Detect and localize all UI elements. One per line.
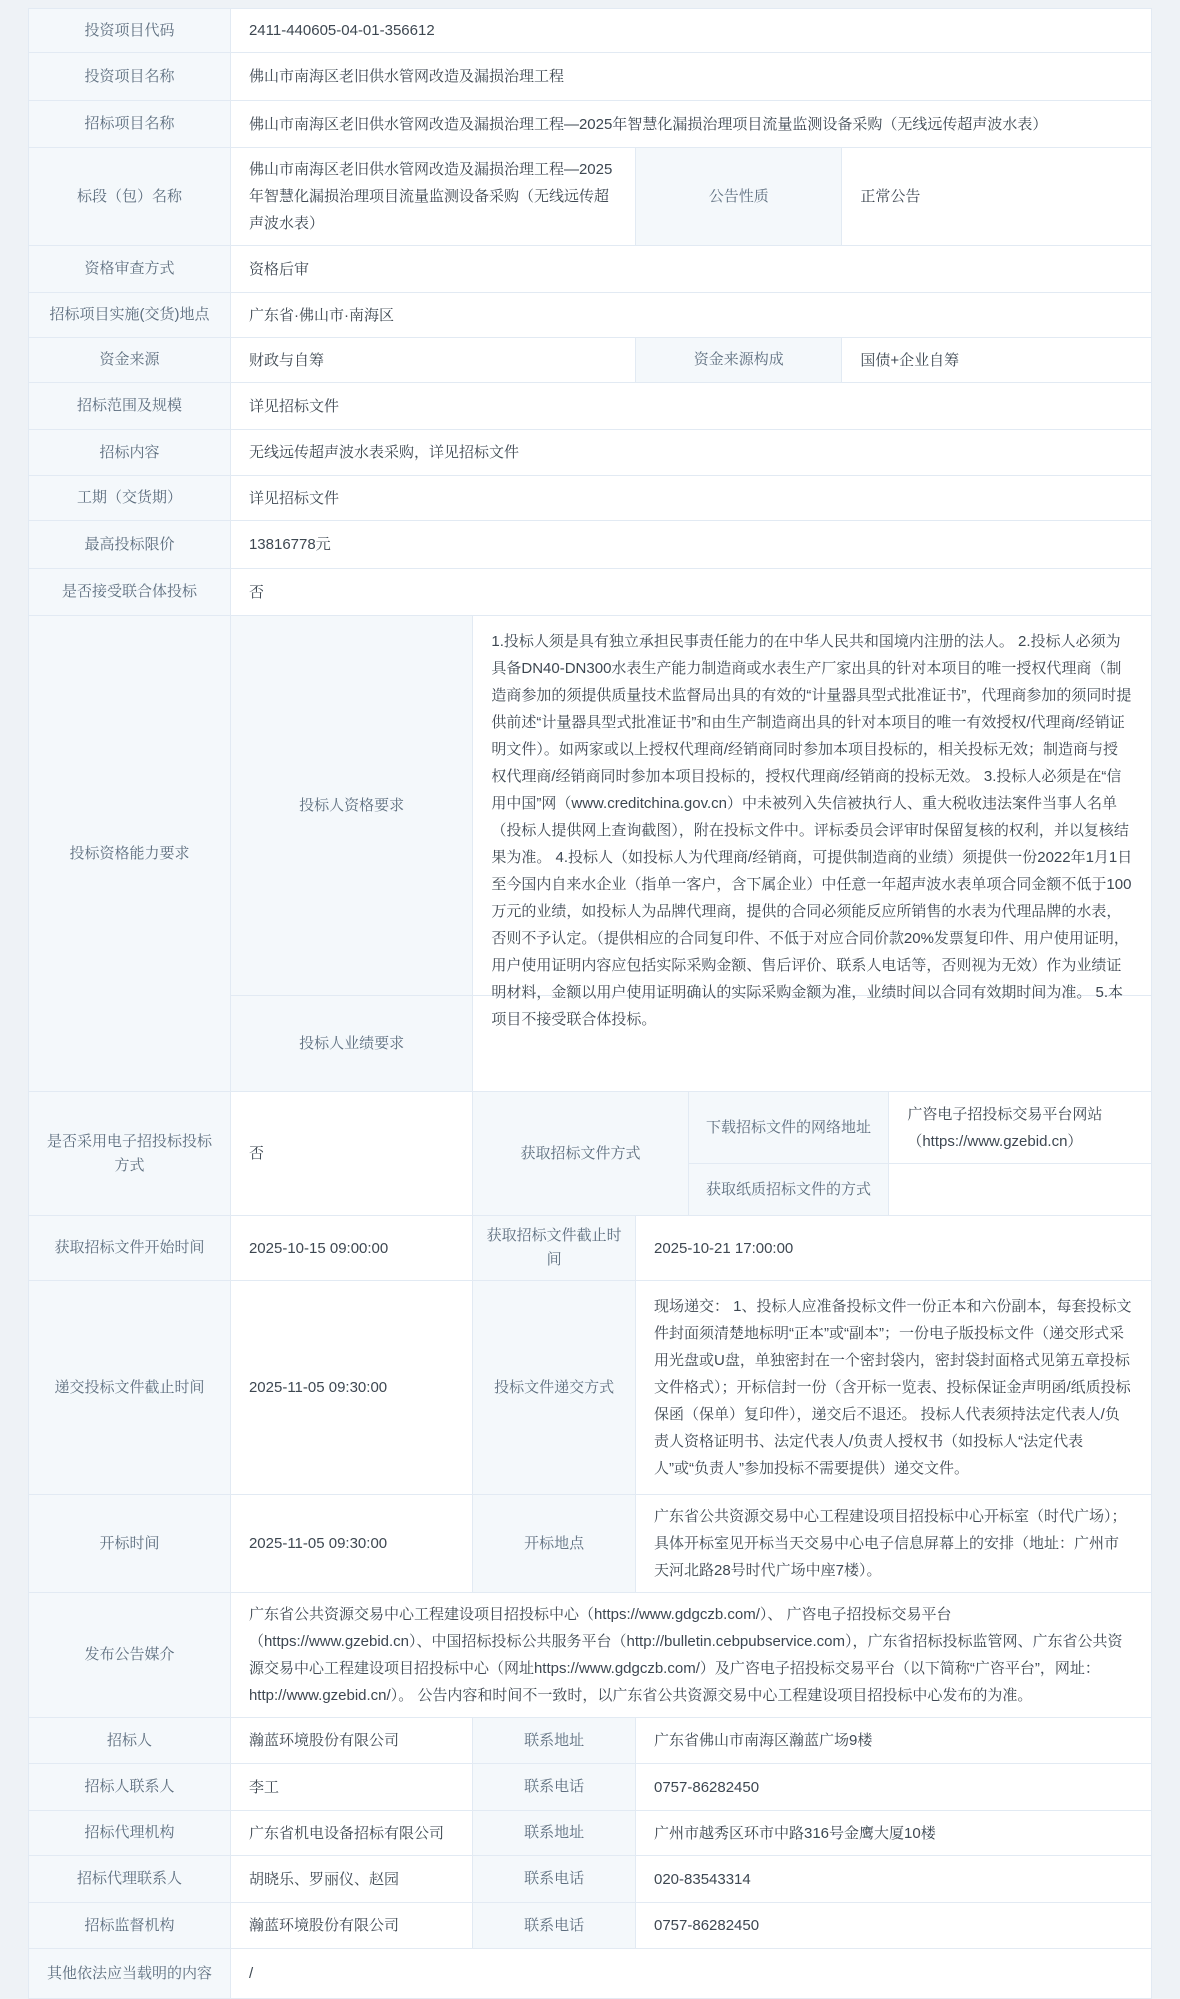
supervision-value: 瀚蓝环境股份有限公司	[231, 1903, 473, 1948]
table-row	[29, 521, 1151, 569]
table-row	[29, 1216, 1151, 1281]
download-address-value: 广咨电子招投标交易平台网站（https://www.gzebid.cn）	[907, 1105, 1103, 1150]
obtain-end-value: 2025-10-21 17:00:00	[653, 1239, 794, 1257]
e-bidding-value: 否	[231, 1092, 473, 1215]
fund-composition-value: 国债+企业自筹	[860, 351, 960, 369]
agency-phone-value: 020-83543314	[653, 1870, 751, 1888]
opening-time-value: 2025-11-05 09:30:00	[231, 1495, 473, 1592]
table-row	[29, 9, 1151, 53]
agency-value: 广东省机电设备招标有限公司	[231, 1811, 473, 1855]
table-row	[29, 1281, 1151, 1495]
submission-method-value: 现场递交： 1、投标人应准备投标文件一份正本和六份副本，每套投标文件封面须清楚地标明“正本”或“副本”；一份电子版投标文件（递交形式采用光盘或U盘，单独密封在一个密封袋内，密封袋封面格式见第五章投标文件格式）；开标信封一份（含开标一览表、投标保证金声明函/纸质投标保函（保单）复印件），递交后不退还。 投标人代表须持法定代表人/负责人资格证明书、法定代表人/负责人授权书（如投标人“法定代表人”或“负责人”参加投标不需要提供）递交文件。	[653, 1298, 1132, 1477]
other-content-label: 其他依法应当载明的内容	[29, 1949, 231, 1998]
agency-label: 招标代理机构	[29, 1811, 231, 1855]
qualification-review-label: 资格审查方式	[29, 246, 231, 292]
agency-address-value: 广州市越秀区环市中路316号金鹰大厦10楼	[653, 1824, 936, 1842]
submission-deadline-label: 递交投标文件截止时间	[29, 1281, 231, 1494]
obtain-start-value: 2025-10-15 09:00:00	[231, 1216, 473, 1280]
obtain-method-sub-table	[689, 1092, 1151, 1215]
fund-source-value: 财政与自筹	[231, 338, 636, 382]
tender-scope-value: 详见招标文件	[248, 397, 339, 415]
table-row	[29, 430, 1151, 476]
other-content-value: /	[248, 1965, 254, 1982]
table-row	[29, 1811, 1151, 1856]
table-row	[29, 53, 1151, 101]
opening-place-value: 广东省公共资源交易中心工程建设项目招投标中心开标室（时代广场）；具体开标室见开标当天交易中心电子信息屏幕上的安排（地址：广州市天河北路28号时代广场中座7楼）。	[653, 1508, 1127, 1579]
media-label: 发布公告媒介	[29, 1593, 231, 1717]
table-row	[29, 101, 1151, 148]
table-row	[29, 476, 1151, 521]
table-row	[29, 148, 1151, 246]
supervision-label: 招标监督机构	[29, 1903, 231, 1948]
table-row	[231, 616, 1151, 1028]
investment-code-value: 2411-440605-04-01-356612	[248, 22, 435, 39]
paper-method-label: 获取纸质招标文件的方式	[689, 1164, 890, 1215]
table-row	[29, 383, 1151, 430]
notice-nature-label: 公告性质	[636, 148, 842, 245]
table-row	[29, 569, 1151, 616]
max-bid-price-value: 13816778元	[248, 536, 331, 553]
opening-place-label: 开标地点	[473, 1495, 636, 1592]
bidder-qualification-text: 1.投标人须是具有独立承担民事责任能力的在中华人民共和国境内注册的法人。 2.投标人必须为具备DN40-DN300水表生产能力制造商或水表生产厂家出具的针对本项目的唯一授权代理商（制造商参加的须提供质量技术监督局出具的有效的“计量器具型式批准证书”，代理商参加的须同时提供前述“计量器具型式批准证书”和由生产制造商出具的针对本项目的唯一有效授权/代理商/经销证明文件）。如两家或以上授权代理商/经销商同时参加本项目投标的，相关投标无效；制造商与授权代理商/经销商同时参加本项目投标的，授权代理商/经销商的投标无效。 3.投标人必须是在“信用中国”网（www.creditchina.gov.cn）中未被列入失信被执行人、重大税收违法案件当事人名单（投标人提供网上查询截图），附在投标文件中。评标委员会评审时保留复核的权利，并以复核结果为准。 4.投标人（如投标人为代理商/经销商，可提供制造商的业绩）须提供一份2022年1月1日至今国内自来水企业（指单一客户，含下属企业）中任意一年超声波水表单项合同金额不低于100万元的业绩，如投标人为品牌代理商，提供的合同必须能反应所销售的水表为代理品牌的水表，否则不予认定。（提供相应的合同复印件、不低于对应合同价款20%发票复印件、用户使用证明，用户使用证明内容应包括实际采购金额、售后评价、联系人电话等，否则视为无效）作为业绩证明材料，金额以用户使用证明确认的实际采购金额为准，业绩时间以合同有效期时间为准。 5.本项目不接受联合体投标。	[491, 633, 1133, 1028]
e-bidding-row	[29, 1092, 1151, 1216]
table-row	[29, 1593, 1151, 1718]
agency-address-label: 联系地址	[473, 1811, 636, 1855]
delivery-place-label: 招标项目实施(交货)地点	[29, 293, 231, 337]
qualification-block-label: 投标资格能力要求	[29, 616, 231, 1091]
consortium-value: 否	[248, 583, 264, 601]
investment-name-label: 投资项目名称	[29, 53, 231, 100]
tenderer-address-value: 广东省佛山市南海区瀚蓝广场9楼	[653, 1732, 873, 1749]
opening-time-label: 开标时间	[29, 1495, 231, 1592]
table-row	[29, 338, 1151, 383]
table-row	[29, 1495, 1151, 1593]
table-row	[29, 1764, 1151, 1811]
tenderer-address-label: 联系地址	[473, 1718, 636, 1763]
tenderer-value: 瀚蓝环境股份有限公司	[231, 1718, 473, 1763]
delivery-place-value: 广东省·佛山市·南海区	[248, 306, 394, 324]
table-row	[231, 996, 1151, 1091]
duration-label: 工期（交货期）	[29, 476, 231, 520]
qualification-sub-table	[231, 616, 1151, 1091]
table-row	[29, 1856, 1151, 1903]
tender-content-value: 无线远传超声波水表采购，详见招标文件	[248, 444, 519, 461]
tenderer-contact-value: 李工	[231, 1764, 473, 1810]
bidder-performance-text	[473, 996, 1151, 1091]
max-bid-price-label: 最高投标限价	[29, 521, 231, 568]
supervision-phone-value: 0757-86282450	[653, 1917, 760, 1934]
tender-project-name-value: 佛山市南海区老旧供水管网改造及漏损治理工程—2025年智慧化漏损治理项目流量监测设备采购（无线远传超声波水表）	[248, 115, 1048, 133]
paper-method-value	[889, 1164, 1151, 1215]
investment-code-label: 投资项目代码	[29, 9, 231, 52]
table-row	[689, 1164, 1151, 1215]
fund-source-label: 资金来源	[29, 338, 231, 382]
table-row	[29, 1903, 1151, 1949]
tenderer-contact-label: 招标人联系人	[29, 1764, 231, 1810]
table-row	[689, 1092, 1151, 1164]
tender-project-name-label: 招标项目名称	[29, 101, 231, 147]
media-value: 广东省公共资源交易中心工程建设项目招投标中心（https://www.gdgczb.com/）、 广咨电子招投标交易平台（https://www.gzebid.cn）、中国招标投标公共服务平台（http://bulletin.cebpubservice.com），广东省招标投标监管网、广东省公共资源交易中心工程建设项目招投标中心（网址https://www.gdgczb.com/）及广咨电子招投标交易平台（以下简称“广咨平台”，网址：http://www.gzebid.cn/）。 公告内容和时间不一致时，以广东省公共资源交易中心工程建设项目招投标中心发布的为准。	[248, 1606, 1123, 1704]
obtain-method-label: 获取招标文件方式	[473, 1092, 688, 1215]
agency-contact-value: 胡晓乐、罗丽仪、赵园	[231, 1856, 473, 1902]
tenderer-phone-value: 0757-86282450	[653, 1778, 760, 1796]
tenderer-phone-label: 联系电话	[473, 1764, 636, 1810]
e-bidding-label: 是否采用电子招投标投标方式	[29, 1092, 231, 1215]
agency-phone-label: 联系电话	[473, 1856, 636, 1902]
qualification-requirements-row	[29, 616, 1151, 1092]
section-name-value: 佛山市南海区老旧供水管网改造及漏损治理工程—2025年智慧化漏损治理项目流量监测设备采购（无线远传超声波水表）	[231, 148, 636, 245]
submission-method-label: 投标文件递交方式	[473, 1281, 636, 1494]
tenderer-label: 招标人	[29, 1718, 231, 1763]
tender-scope-label: 招标范围及规模	[29, 383, 231, 429]
tender-content-label: 招标内容	[29, 430, 231, 475]
obtain-end-label: 获取招标文件截止时间	[473, 1216, 636, 1280]
bidder-qualification-label: 投标人资格要求	[231, 616, 473, 995]
investment-name-value: 佛山市南海区老旧供水管网改造及漏损治理工程	[248, 68, 564, 85]
table-row	[29, 1949, 1151, 1998]
consortium-label: 是否接受联合体投标	[29, 569, 231, 615]
duration-value: 详见招标文件	[248, 489, 339, 507]
table-row	[29, 246, 1151, 293]
qualification-review-value: 资格后审	[248, 260, 309, 278]
submission-deadline-value: 2025-11-05 09:30:00	[231, 1281, 473, 1494]
notice-nature-value: 正常公告	[860, 188, 921, 205]
bidder-performance-label: 投标人业绩要求	[231, 996, 473, 1091]
fund-composition-label: 资金来源构成	[636, 338, 842, 382]
section-name-label: 标段（包）名称	[29, 148, 231, 245]
agency-contact-label: 招标代理联系人	[29, 1856, 231, 1902]
obtain-start-label: 获取招标文件开始时间	[29, 1216, 231, 1280]
tender-notice-table	[28, 8, 1152, 1999]
table-row	[29, 1718, 1151, 1764]
table-row	[29, 293, 1151, 338]
supervision-phone-label: 联系电话	[473, 1903, 636, 1948]
download-address-label: 下载招标文件的网络地址	[689, 1092, 890, 1163]
